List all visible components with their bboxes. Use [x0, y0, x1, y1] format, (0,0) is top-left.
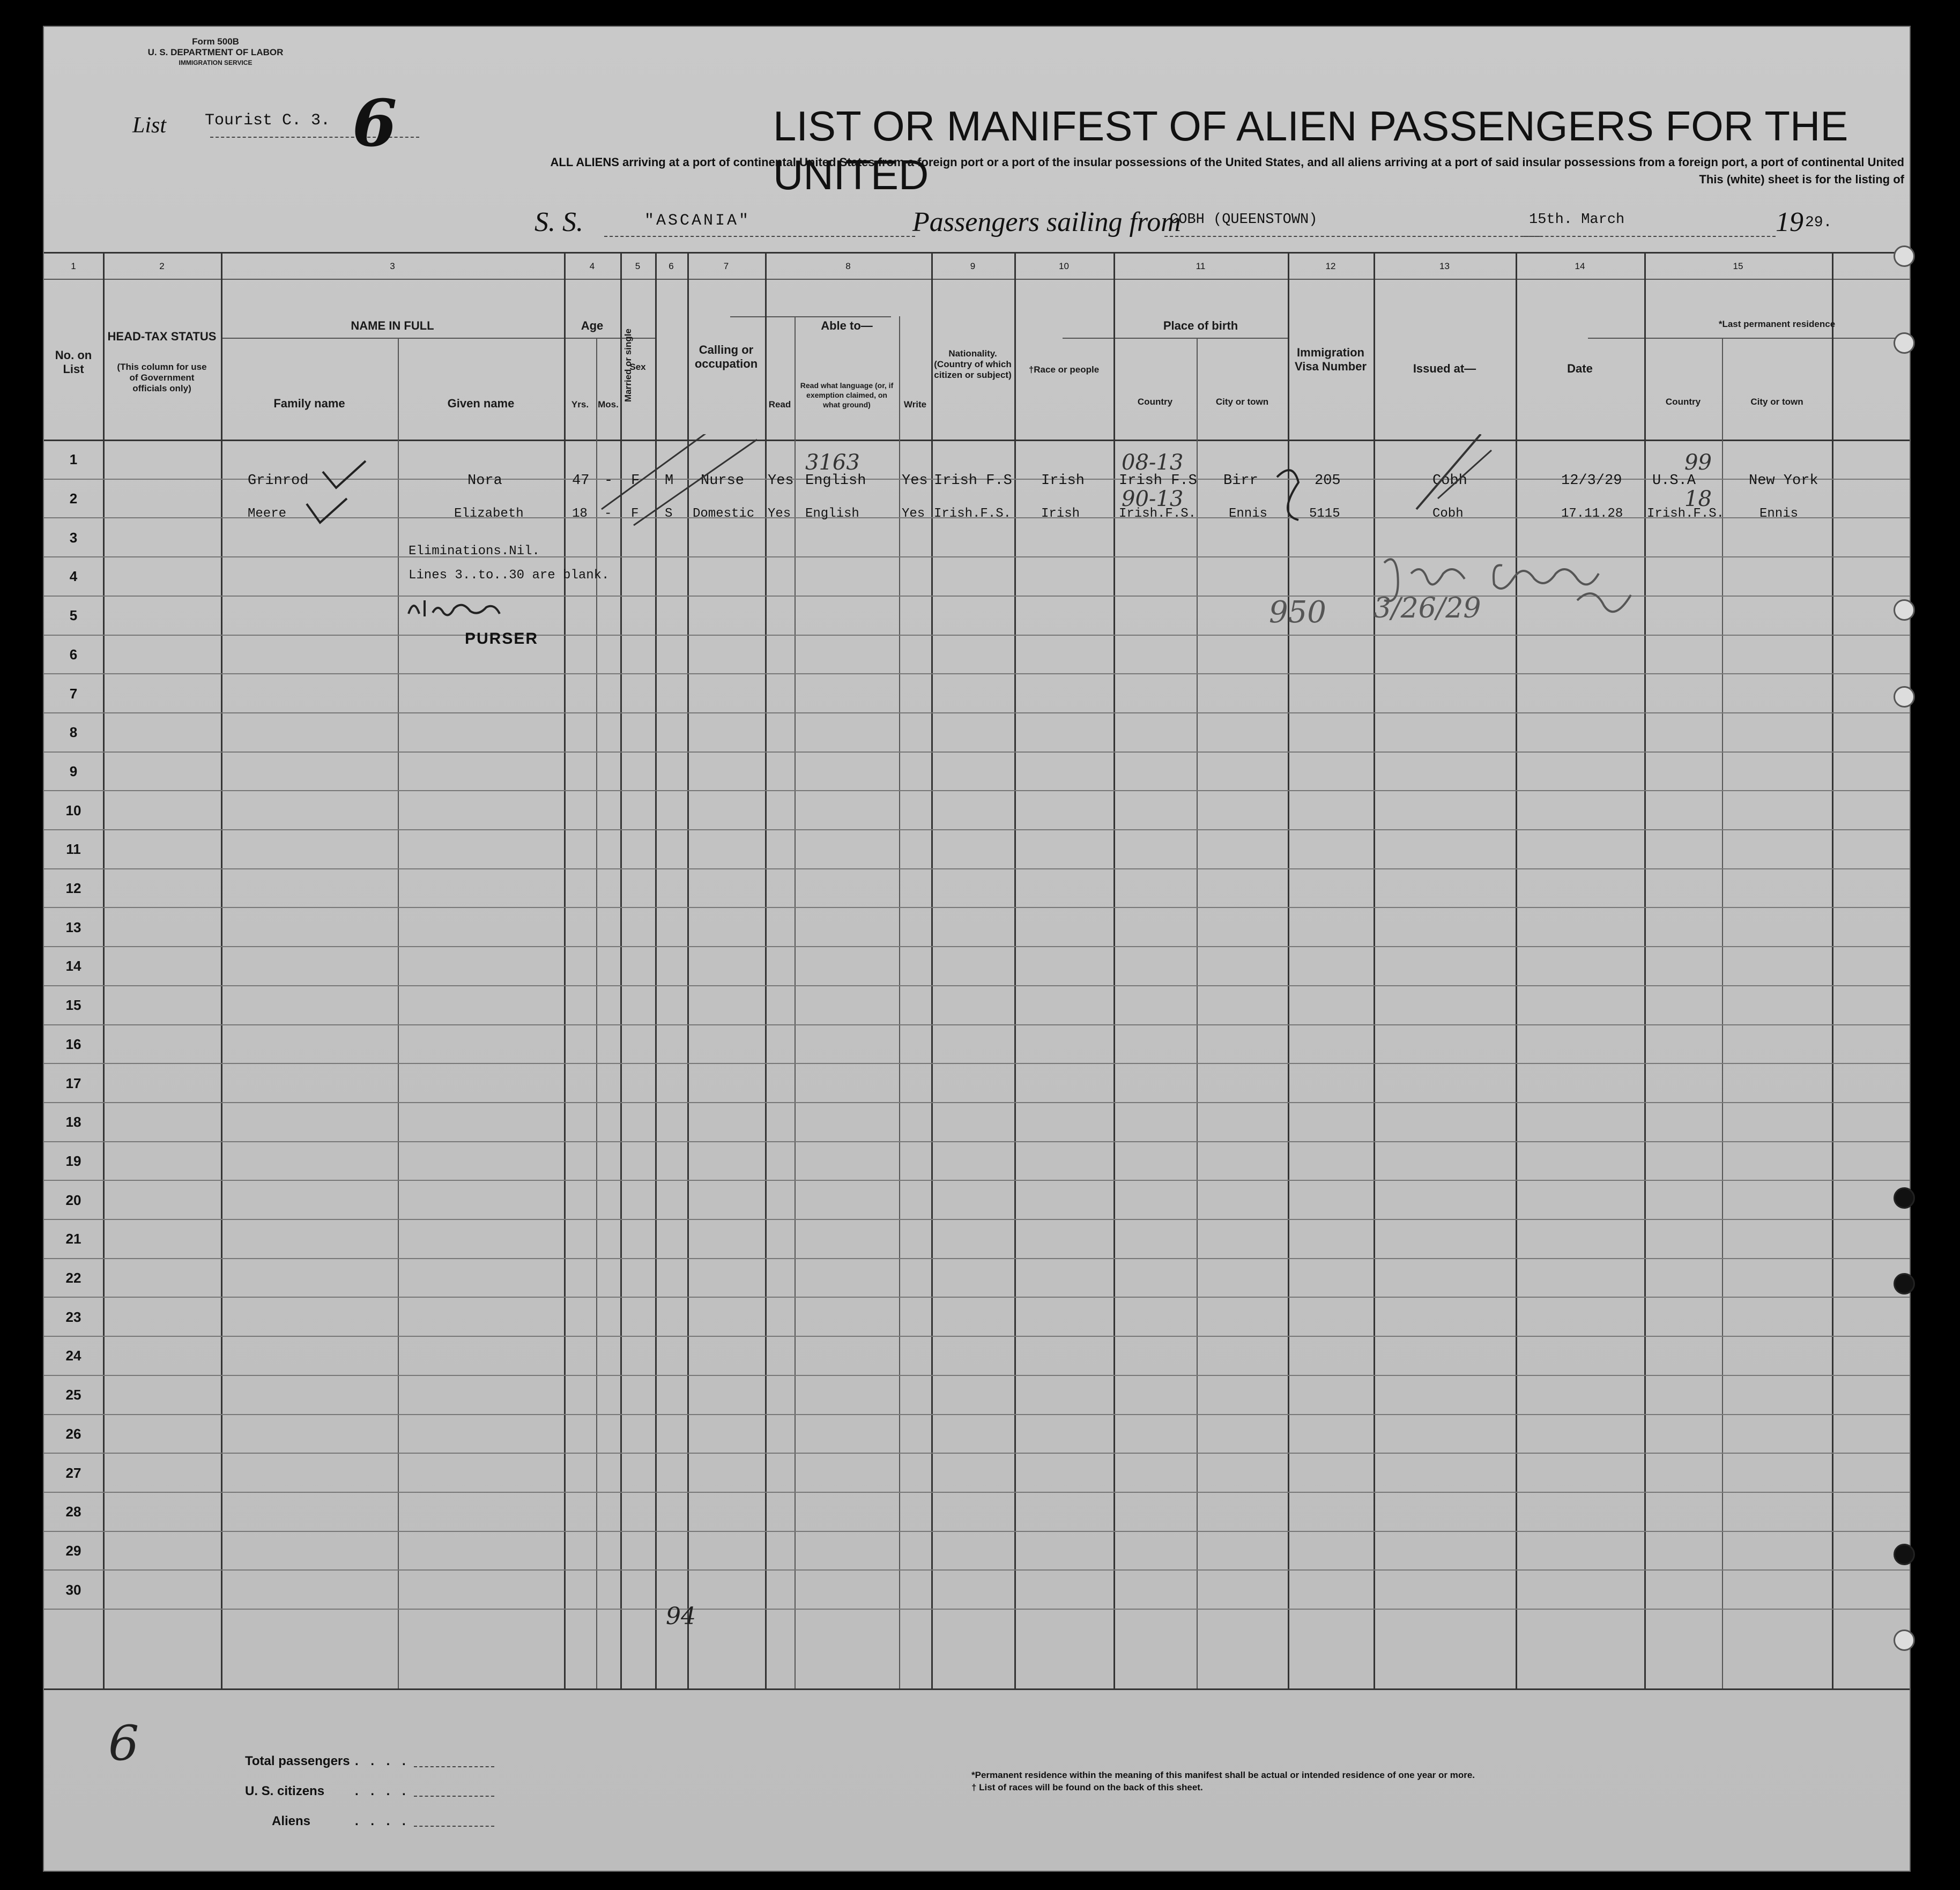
sailing-label: Passengers sailing from — [912, 207, 1181, 237]
header-write: Write — [903, 399, 927, 410]
header-no-on-list: No. on List — [55, 348, 92, 376]
handwritten-res-code-2: 18 — [1684, 487, 1712, 511]
p2-issued-at: Cobh — [1432, 507, 1464, 521]
p1-birth-country: Irish F.S — [1119, 473, 1197, 489]
header-mos: Mos. — [598, 399, 619, 410]
total-passengers-label: Total passengers — [245, 1754, 350, 1768]
colnum-12: 12 — [1325, 261, 1336, 271]
annotation-marks — [44, 434, 1910, 574]
row-rule — [44, 1141, 1910, 1142]
colnum-9: 9 — [970, 261, 976, 271]
header-race: †Race or people — [1028, 364, 1100, 375]
row-rule — [44, 907, 1910, 908]
p2-res-city: Ennis — [1759, 507, 1799, 521]
p2-sex: F — [631, 507, 639, 521]
row-number: 26 — [65, 1425, 81, 1442]
colnum-1: 1 — [71, 261, 76, 271]
header-head-tax-note: (This column for use of Government officials only) — [117, 362, 207, 393]
margin-page-number: 6 — [108, 1715, 139, 1772]
binder-hole — [1894, 1544, 1915, 1565]
row-rule — [44, 1297, 1910, 1298]
row-number: 9 — [69, 763, 78, 779]
row-rule — [44, 712, 1910, 713]
row-number: 15 — [65, 997, 81, 1014]
binder-hole — [1894, 1629, 1915, 1651]
row-number: 6 — [69, 646, 78, 663]
p1-married: M — [665, 473, 674, 489]
subtitle-line2: This (white) sheet is for the listing of — [1699, 173, 1904, 186]
row-number: 19 — [65, 1152, 81, 1169]
colnum-15: 15 — [1733, 261, 1743, 271]
total-passengers-dots: . . . . — [355, 1754, 410, 1768]
header-calling: Calling or occupation — [694, 343, 758, 370]
p1-language: English — [805, 473, 866, 489]
handwritten-res-code-1: 99 — [1684, 450, 1712, 475]
p2-yrs: 18 — [572, 507, 588, 521]
bottom-annotation: 94 — [666, 1603, 696, 1630]
us-citizens-dots: . . . . — [355, 1784, 410, 1798]
row-rule — [44, 829, 1910, 830]
stamp-date: 3/26/29 — [1374, 592, 1481, 624]
row-rule — [44, 1024, 1910, 1025]
row-rule — [44, 868, 1910, 869]
row-number: 29 — [65, 1542, 81, 1559]
header-read: Read — [768, 399, 791, 410]
p1-issued-at: Cobh — [1432, 473, 1467, 489]
department: U. S. DEPARTMENT OF LABOR — [147, 47, 284, 57]
row-number: 24 — [65, 1348, 81, 1364]
row-number: 4 — [69, 568, 78, 585]
row-rule — [44, 1375, 1910, 1376]
row-number: 22 — [65, 1270, 81, 1286]
row-number: 8 — [69, 724, 78, 741]
us-citizens-line — [414, 1796, 494, 1797]
colnum-11: 11 — [1196, 261, 1206, 271]
row-rule — [44, 1219, 1910, 1220]
name-subline — [221, 338, 655, 339]
row-number: 20 — [65, 1192, 81, 1208]
p2-married: S — [665, 507, 673, 521]
row-rule — [44, 1569, 1910, 1571]
total-passengers-line — [414, 1766, 494, 1767]
table-bottom-border — [44, 1688, 1910, 1690]
header-sex: Sex — [629, 362, 646, 372]
row-rule — [44, 1063, 1910, 1064]
row-number: 2 — [69, 490, 78, 507]
able-subline — [730, 316, 891, 317]
row-number: 13 — [65, 919, 81, 935]
row-rule — [44, 1336, 1910, 1337]
p1-occupation: Nurse — [701, 473, 745, 489]
list-number: 6 — [352, 86, 397, 161]
date-underline — [1524, 236, 1776, 237]
row-number: 21 — [65, 1231, 81, 1247]
p2-date: 17.11.28 — [1561, 507, 1623, 521]
colnum-10: 10 — [1059, 261, 1069, 271]
p2-given-name: Elizabeth — [454, 507, 524, 521]
p2-res-country: Irish.F.S. — [1647, 507, 1725, 521]
p2-read: Yes — [768, 507, 791, 521]
p1-given-name: Nora — [467, 473, 502, 489]
row-rule — [44, 1180, 1910, 1181]
table-top-border — [44, 252, 1910, 254]
aliens-dots: . . . . — [355, 1814, 410, 1828]
binder-hole — [1894, 599, 1915, 621]
colnum-13: 13 — [1439, 261, 1450, 271]
p1-birth-city: Birr — [1223, 473, 1258, 489]
p2-race: Irish — [1041, 507, 1080, 521]
binder-hole — [1894, 1187, 1915, 1209]
p1-sex: F — [631, 473, 640, 489]
header-last-residence: *Last permanent residence — [1718, 319, 1836, 329]
service: IMMIGRATION SERVICE — [179, 59, 253, 66]
p2-write: Yes — [902, 507, 925, 521]
row-rule — [44, 790, 1910, 791]
row-rule — [44, 673, 1910, 674]
eliminations-note: Eliminations.Nil. — [409, 544, 540, 559]
purser-label: PURSER — [465, 630, 539, 648]
footnote-residence: *Permanent residence within the meaning of this manifest shall be actual or intended residence of one year or more. — [971, 1770, 1475, 1780]
departure-port: COBH (QUEENSTOWN) — [1170, 212, 1318, 228]
row-number: 30 — [65, 1581, 81, 1598]
ship-underline — [604, 236, 915, 237]
handwritten-occ-code-1: 08-13 — [1122, 450, 1184, 475]
header-age: Age — [581, 319, 604, 332]
row-rule — [44, 1453, 1910, 1454]
p1-write: Yes — [902, 473, 928, 489]
header-res-country: Country — [1665, 397, 1701, 407]
p1-res-country: U.S.A — [1652, 473, 1696, 489]
row-number: 14 — [65, 958, 81, 974]
aliens-label: Aliens — [272, 1814, 311, 1828]
p2-birth-city: Ennis — [1229, 507, 1268, 521]
ss-label: S. S. — [534, 207, 583, 237]
birth-subline — [1063, 338, 1288, 339]
form-number: Form 500B — [192, 36, 239, 47]
blank-lines-note: Lines 3..to..30 are blank. — [409, 568, 610, 583]
row-number: 27 — [65, 1464, 81, 1481]
row-number: 11 — [66, 841, 81, 858]
colnum-3: 3 — [390, 261, 395, 271]
row-rule — [44, 751, 1910, 753]
colnum-border — [44, 279, 1910, 280]
sailing-date: 15th. March — [1529, 212, 1625, 228]
p2-birth-country: Irish.F.S. — [1119, 507, 1197, 521]
handwritten-code-row1: 3163 — [805, 450, 860, 475]
row-number: 5 — [69, 607, 78, 624]
year-suffix: 29. — [1805, 214, 1832, 231]
row-rule — [44, 1531, 1910, 1532]
row-rule — [44, 1609, 1910, 1610]
row-rule — [44, 946, 1910, 947]
p1-yrs: 47 — [572, 473, 590, 489]
ship-name: "ASCANIA" — [644, 212, 751, 230]
row-number: 28 — [65, 1504, 81, 1520]
p1-date: 12/3/29 — [1561, 473, 1622, 489]
list-label: List — [132, 113, 167, 138]
header-birth-city: City or town — [1215, 397, 1269, 407]
manifest-sheet — [43, 26, 1911, 1872]
handwritten-occ-code-2: 90-13 — [1122, 487, 1184, 511]
p2-nationality: Irish.F.S. — [934, 507, 1012, 521]
row-number: 17 — [65, 1075, 81, 1091]
p2-visa: 5115 — [1309, 507, 1340, 521]
colnum-6: 6 — [669, 261, 674, 271]
row-number: 7 — [69, 685, 78, 702]
p1-family-name: Grinrod — [248, 473, 309, 489]
p2-mos: - — [604, 507, 612, 521]
row-number: 1 — [69, 451, 78, 468]
header-married: Married or single — [623, 329, 633, 402]
row-rule — [44, 1492, 1910, 1493]
p1-res-city: New York — [1749, 473, 1818, 489]
row-number: 23 — [65, 1308, 81, 1325]
colnum-2: 2 — [159, 261, 165, 271]
p1-mos: - — [604, 473, 613, 489]
header-family-name: Family name — [273, 397, 345, 410]
p1-visa: 205 — [1315, 473, 1341, 489]
footnote-races: † List of races will be found on the back of this sheet. — [971, 1782, 1203, 1792]
p1-race: Irish — [1041, 473, 1085, 489]
colnum-4: 4 — [589, 261, 595, 271]
header-head-tax: HEAD-TAX STATUS — [107, 330, 217, 343]
row-rule — [44, 985, 1910, 986]
row-number: 18 — [65, 1114, 81, 1130]
header-place-of-birth: Place of birth — [1163, 319, 1238, 332]
purser-signature — [403, 592, 564, 624]
residence-subline — [1588, 338, 1910, 339]
header-birth-country: Country — [1137, 397, 1173, 407]
row-rule — [44, 1102, 1910, 1103]
row-number: 12 — [65, 880, 81, 897]
row-number: 3 — [69, 529, 78, 546]
row-rule — [44, 1414, 1910, 1415]
header-name-in-full: NAME IN FULL — [351, 319, 434, 332]
aliens-line — [414, 1826, 494, 1827]
header-given-name: Given name — [447, 397, 515, 410]
p2-language: English — [805, 507, 859, 521]
header-yrs: Yrs. — [571, 399, 589, 410]
row-rule — [44, 635, 1910, 636]
row-rule — [44, 1258, 1910, 1259]
list-class: Tourist C. 3. — [205, 111, 331, 130]
header-read-language: Read what language (or, if exemption claimed, on what ground) — [800, 381, 894, 409]
port-underline — [1164, 236, 1540, 237]
stamp-number: 950 — [1269, 595, 1326, 630]
binder-hole — [1894, 1273, 1915, 1294]
header-res-city: City or town — [1750, 397, 1803, 407]
page-title: LIST OR MANIFEST OF ALIEN PASSENGERS FOR THE UNITED — [773, 102, 1848, 198]
colnum-14: 14 — [1575, 261, 1585, 271]
us-citizens-label: U. S. citizens — [245, 1784, 325, 1798]
header-visa: Immigration Visa Number — [1294, 346, 1367, 373]
binder-hole — [1894, 686, 1915, 708]
binder-hole — [1894, 245, 1915, 267]
row-number: 16 — [65, 1036, 81, 1052]
year-prefix: 19 — [1776, 207, 1803, 237]
row-number: 25 — [65, 1387, 81, 1403]
row-number: 10 — [65, 802, 81, 818]
colnum-8: 8 — [845, 261, 851, 271]
p1-nationality: Irish F.S — [934, 473, 1012, 489]
header-date: Date — [1567, 362, 1593, 375]
header-nationality: Nationality. (Country of which citizen or subject) — [934, 348, 1012, 380]
p2-occupation: Domestic — [693, 507, 755, 521]
p1-read: Yes — [768, 473, 794, 489]
header-able-to: Able to— — [821, 319, 873, 332]
subtitle-line1: ALL ALIENS arriving at a port of continental United States from a foreign port or a port of the insular possessions of the United States, and all aliens arriving at a port of said insular possessions from a foreign port, a port of continental United — [550, 155, 1904, 169]
binder-hole — [1894, 332, 1915, 354]
header-issued-at: Issued at— — [1413, 362, 1476, 375]
colnum-5: 5 — [635, 261, 641, 271]
p2-family-name: Meere — [248, 507, 287, 521]
colnum-7: 7 — [723, 261, 729, 271]
